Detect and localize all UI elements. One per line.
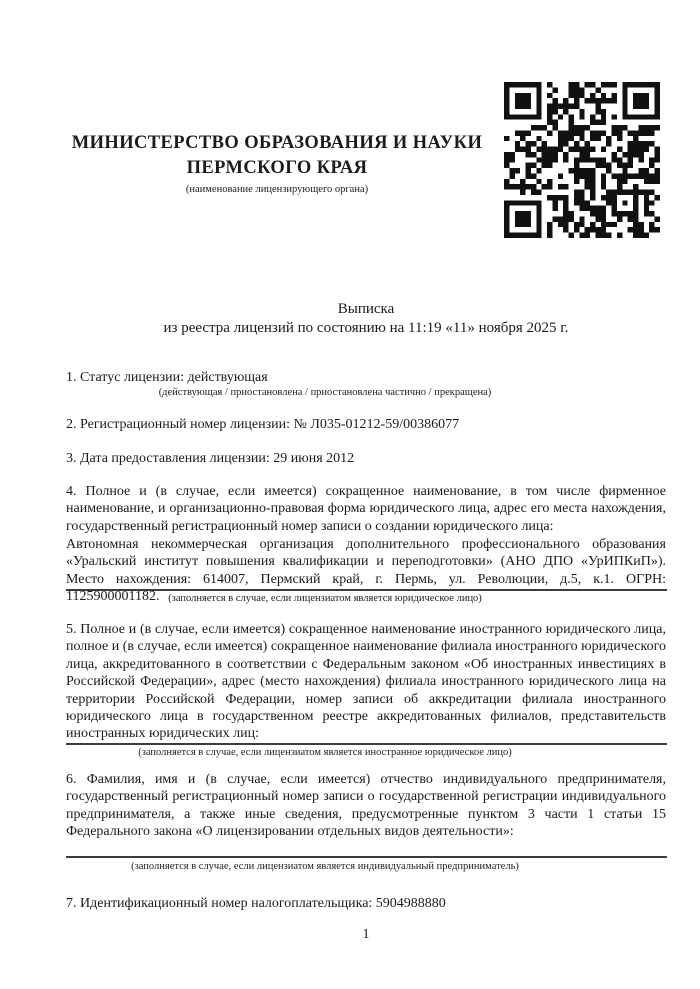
fill-in-rule-legal-entity xyxy=(66,589,667,591)
issuer-header xyxy=(66,131,488,195)
title-line1: Выписка xyxy=(337,301,395,317)
item-4-caption: (заполняется в случае, если лицензиатом является юридическое лицо) xyxy=(168,593,482,604)
item-3-license-date: 3. Дата предоставления лицензии: 29 июня 2012 xyxy=(66,451,355,466)
fill-in-rule-foreign-entity xyxy=(66,743,667,745)
page-number: 1 xyxy=(362,926,370,941)
document-title xyxy=(66,300,666,337)
item-1-license-status: 1. Статус лицензии: действующая xyxy=(66,370,268,385)
issuer-caption: (наименование лицензирующего органа) xyxy=(185,184,369,195)
item-6-individual-entrepreneur-label: 6. Фамилия, имя и (в случае, если имеется) отчество индивидуального предпринимателя, государственный регистрационный номер записи о государственной регистрации индивидуального предпринимателя, а также иные сведения, предусмотренные пунктом 3 части 1 статьи 15 Федерального закона «О лицензировании отдельных видов деятельности»: xyxy=(66,772,666,840)
item-5-caption: (заполняется в случае, если лицензиатом является иностранное юридическое лицо) xyxy=(138,747,512,758)
item-5-foreign-entity-label: 5. Полное и (в случае, если имеется) сокращенное наименование иностранного юридического лица, полное и (в случае, если имеется) сокращенное наименование филиала иностранного юридического лица, аккредитованного в соответствии с Федеральным законом «Об иностранных инвестициях в Российской Федерации», адрес (место нахождения) филиала иностранного юридического лица на территории Российской Федерации, номер записи об аккредитации филиала иностранного юридического лица в государственном реестре аккредитованных филиалов, представительств иностранных юридических лиц: xyxy=(66,622,666,742)
item-4-legal-entity-value: Автономная некоммерческая организация дополнительного профессионального образования «Уральский институт повышения квалификации и переподготовки» (АНО ДПО «УрИПКиП»). Место нахождения: 614007, Пермский край, г. Пермь, ул. Революции, д.5, к.1. ОГРН: 1125900001182. xyxy=(66,537,666,605)
item-4-legal-entity-label: 4. Полное и (в случае, если имеется) сокращенное наименование, в том числе фирменное наименование, и организационно-правовая форма юридического лица, адрес его места нахождения, государственный регистрационный номер записи о создании юридического лица: xyxy=(66,484,666,534)
title-line2: из реестра лицензий по состоянию на 11:19 «11» ноября 2025 г. xyxy=(163,319,569,336)
issuer-name-line1: МИНИСТЕРСТВО ОБРАЗОВАНИЯ И НАУКИ xyxy=(71,133,483,153)
item-7-taxpayer-id: 7. Идентификационный номер налогоплательщика: 5904988880 xyxy=(66,896,446,911)
issuer-name-line2: ПЕРМСКОГО КРАЯ xyxy=(186,158,368,178)
item-1-caption: (действующая / приостановлена / приостановлена частично / прекращена) xyxy=(158,387,492,398)
item-6-caption: (заполняется в случае, если лицензиатом является индивидуальный предприниматель) xyxy=(131,861,519,872)
item-2-registration-number: 2. Регистрационный номер лицензии: № Л035-01212-59/00386077 xyxy=(66,417,460,432)
fill-in-rule-individual-entrepreneur xyxy=(66,856,667,858)
qr-code-icon xyxy=(504,82,660,238)
